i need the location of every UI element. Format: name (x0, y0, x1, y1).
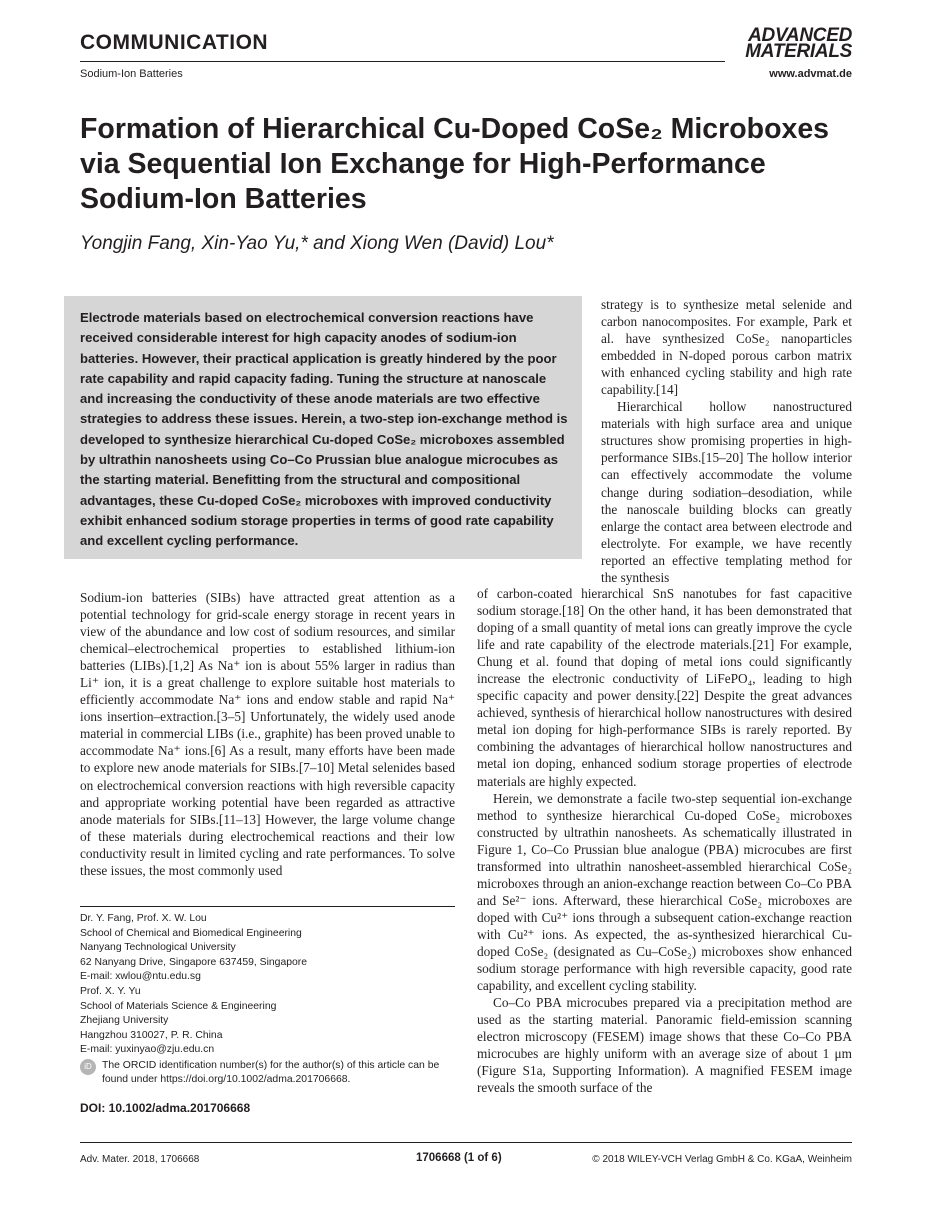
left-column (80, 589, 455, 879)
journal-logo (745, 25, 852, 62)
article-title: Formation of Hierarchical Cu-Doped CoSe₂ Microboxes via Sequential Ion Exchange for High-Performance Sodium-Ion Batteries (80, 113, 830, 215)
right-column (477, 585, 852, 1096)
journal-section: COMMUNICATION (80, 31, 269, 54)
paragraph: strategy is to synthesize metal selenide and carbon nanocomposites. For example, Park et al. have synthesized CoSe₂ nanoparticles embedded in N-doped porous carbon matrix with enhanced cycling stability and high rate capability.[14] (601, 297, 852, 398)
doi-link[interactable]: DOI: 10.1002/adma.201706668 (80, 1101, 251, 1115)
affiliation-line: Dr. Y. Fang, Prof. X. W. Lou (80, 913, 207, 924)
affiliation-line: 62 Nanyang Drive, Singapore 637459, Singapore (80, 956, 308, 968)
orcid-text[interactable]: The ORCID identification number(s) for the author(s) of this article can be found under https://doi.org/10.1002/adma.201706668. (102, 1060, 440, 1085)
orcid-icon: iD (80, 1059, 96, 1075)
affiliation-line: Prof. X. Y. Yu (80, 985, 141, 997)
affiliations (80, 912, 458, 1058)
header-rule (80, 61, 725, 62)
page-number: 1706668 (1 of 6) (416, 1152, 502, 1164)
abstract-text: Electrode materials based on electrochemical conversion reactions have received considerable interest for high capacity anodes of sodium-ion batteries. However, their practical application is greatly hindered by the poor rate capability and rapid capacity fading. Tuning the structure at nanoscale and increasing the conductivity of these anode materials are two effective strategies to address these issues. Herein, a two-step ion-exchange method is developed to synthesize hierarchical Cu-doped CoSe₂ microboxes assembled by ultrathin nanosheets using Co–Co Prussian blue analogue microcubes as the starting material. Benefitting from the structural and compositional advantages, these Cu-doped CoSe₂ microboxes with improved conductivity exhibit enhanced sodium storage properties in terms of good rate capability and excellent cycling performance. (80, 310, 568, 549)
intro-paragraph: Sodium-ion batteries (SIBs) have attracted great attention as a potential technology for grid-scale energy storage in recent years in view of the abundance and low cost of sodium resources, and similar chemical–electrochemical properties to established lithium-ion batteries (LIBs).[1,2] As Na⁺ ion is about 55% larger in radius than Li⁺ ion, it is a great challenge to explore suitable host materials to efficiently accommodate Na⁺ ions and endow stable and rapid Na⁺ ions insertion–extraction.[3–5] Unfortunately, the widely used anode material in commercial LIBs (i.e., graphite) has been proved unable to accommodate Na⁺ ions.[6] As a result, many efforts have been made to explore new anode materials for SIBs.[7–10] Metal selenides based on electrochemical conversion reactions with high reversible capacity and appropriate working potential have been regarded as attractive anode materials for SIBs.[11–13] However, the large volume change of these materials during electrochemical reactions and their low conductivity result in limited cycling and rate performances. To solve these issues, the most commonly used (80, 590, 455, 878)
affiliation-line: School of Materials Science & Engineering (80, 1000, 277, 1012)
topic-label: Sodium-Ion Batteries (80, 68, 183, 80)
footer-rule (80, 1142, 852, 1143)
email-line[interactable]: E-mail: yuxinyao@zju.edu.cn (80, 1044, 215, 1056)
paragraph: Hierarchical hollow nanostructured materials with high surface area and unique structures show promising properties in high-performance SIBs.[15–20] The hollow interior can effectively accommodate the volume change during sodiation–desodiation, while the nanoscale building blocks can greatly enlarge the contact area between electrode and electrolyte. For example, we have recently reported an effective templating method for the synthesis (601, 399, 852, 585)
affiliation-rule (80, 906, 455, 907)
author-list: Yongjin Fang, Xin-Yao Yu,* and Xiong Wen (David) Lou* (80, 233, 554, 254)
copyright: © 2018 WILEY-VCH Verlag GmbH & Co. KGaA, Weinheim (592, 1154, 852, 1165)
citation: Adv. Mater. 2018, 1706668 (80, 1154, 200, 1165)
journal-url[interactable]: www.advmat.de (769, 68, 852, 80)
affiliation-line: Hangzhou 310027, P. R. China (80, 1029, 223, 1041)
affiliation-line: Zhejiang University (80, 1015, 169, 1027)
affiliation-line: Nanyang Technological University (80, 942, 236, 954)
paragraph: Herein, we demonstrate a facile two-step sequential ion-exchange method to synthesize hierarchical Cu-doped CoSe₂ microboxes constructed by ultrathin nanosheets. As schematically illustrated in Figure 1, Co–Co Prussian blue analogue (PBA) microcubes are first transformed into ultrathin nanosheet-assembled hierarchical CoSe₂ microboxes through an anion-exchange reaction between Co–Co PBA and Se²⁻ ions. Afterward, these hierarchical CoSe₂ microboxes are doped with Cu²⁺ ions through a subsequent cation-exchange reaction with Cu²⁺ ions. As expected, the as-synthesized hierarchical Cu-doped CoSe₂ (designated as Cu–CoSe₂) microboxes show enhanced sodium storage performance with high reversible capacity, good rate capability, and excellent cycling stability. (477, 790, 852, 994)
right-column-top (601, 296, 852, 586)
paragraph: of carbon-coated hierarchical SnS nanotubes for fast capacitive sodium storage.[18] On the other hand, it has been demonstrated that doping of a small quantity of metal ions can greatly improve the cycle life and rate capability of the electrode materials.[21] For example, Chung et al. found that doping of metal ions could significantly increase the electronic conductivity of LiFePO₄, leading to high specific capacity and power density.[22] Despite the great advances achieved, synthesis of hierarchical hollow nanostructures with desired metal ion doping for high-performance SIBs is rarely reported. By combining the advantages of hierarchical hollow nanostructures and metal ion doping, enhanced sodium storage properties of electrode materials are highly expected. (477, 586, 852, 789)
logo-line-1: ADVANCED (748, 25, 852, 46)
paragraph: Co–Co PBA microcubes prepared via a precipitation method are used as the starting material. Panoramic field-emission scanning electron microscopy (FESEM) image shows that these Co–Co PBA microcubes are highly uniform with an average size of about 1 μm (Figure S1a, Supporting Information). A magnified FESEM image reveals the smooth surface of the (477, 995, 852, 1096)
logo-line-2: MATERIALS (745, 41, 852, 62)
orcid-note (80, 1059, 458, 1086)
affiliation-line: School of Chemical and Biomedical Engineering (80, 927, 302, 939)
email-line[interactable]: E-mail: xwlou@ntu.edu.sg (80, 971, 201, 983)
